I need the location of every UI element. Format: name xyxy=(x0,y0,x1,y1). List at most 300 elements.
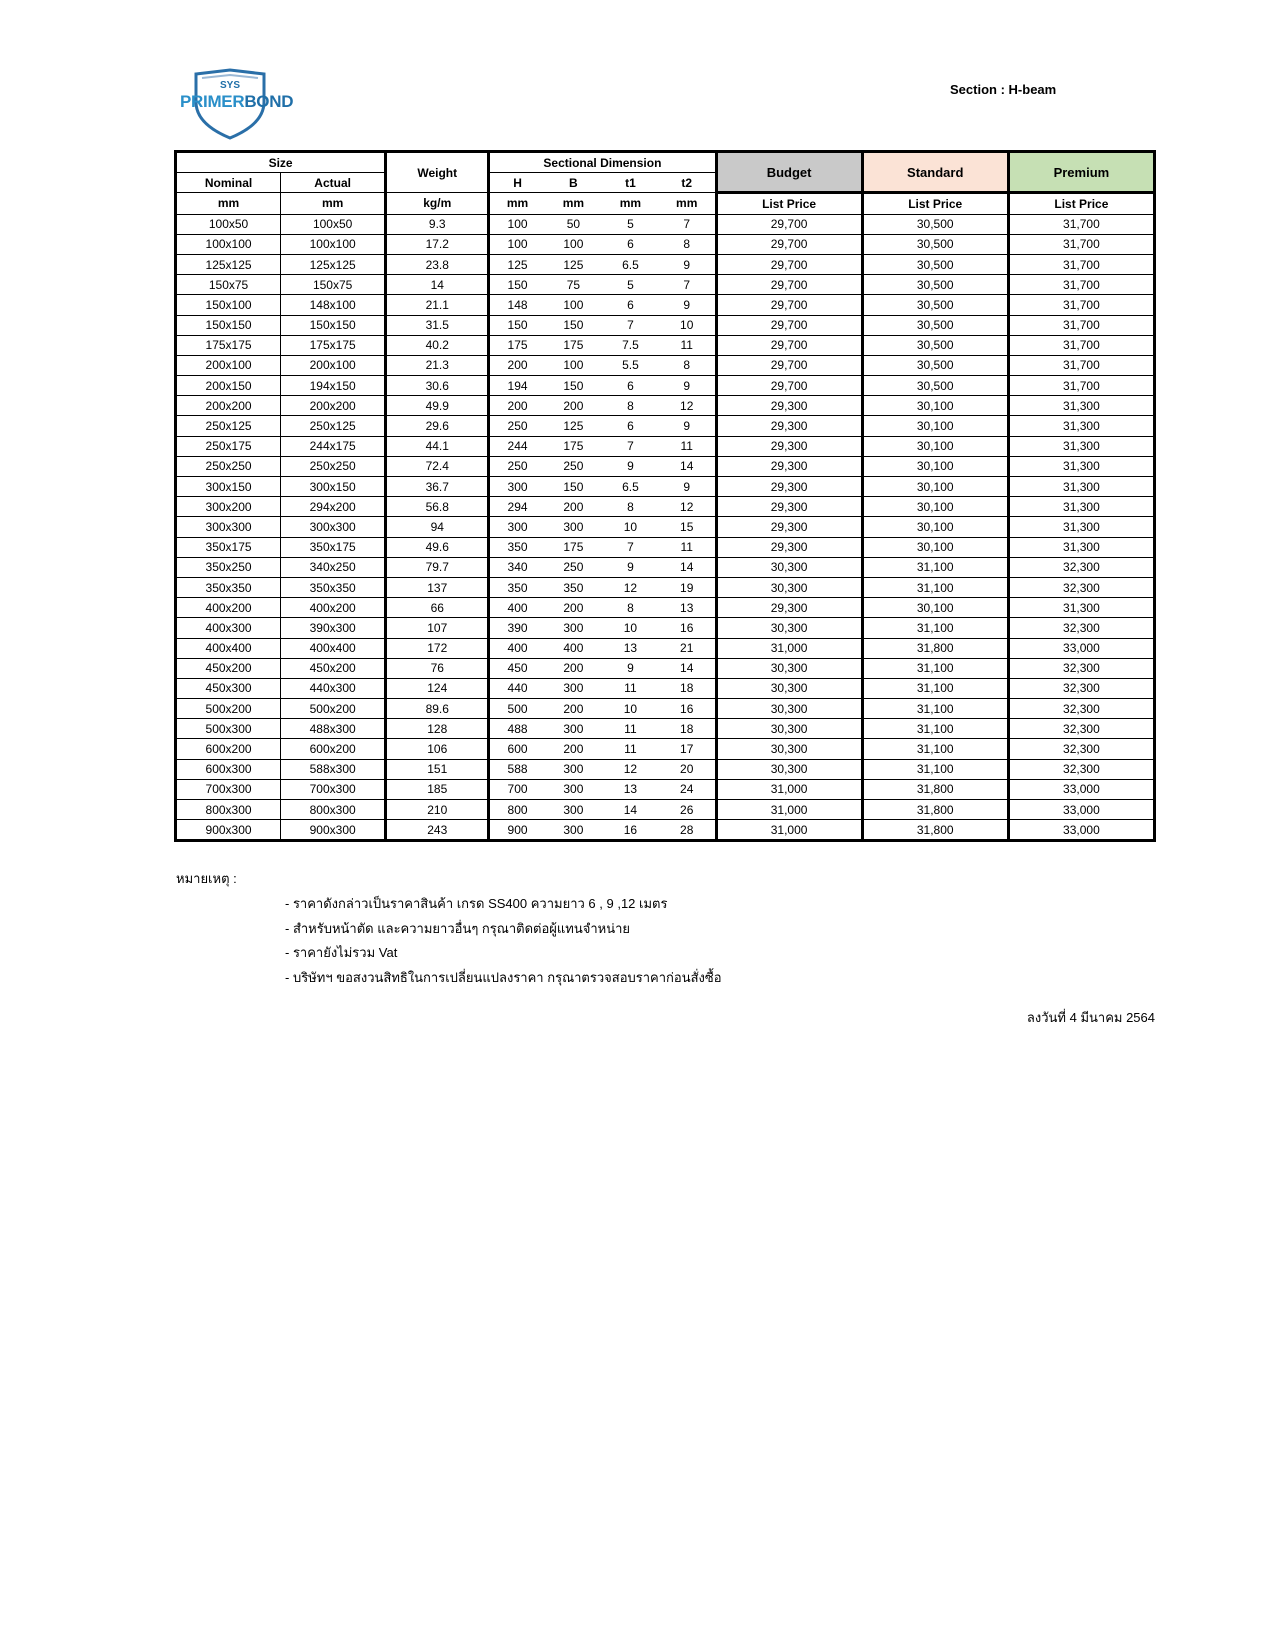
cell-t2: 28 xyxy=(659,820,716,841)
cell-h: 244 xyxy=(489,436,545,456)
cell-nominal: 100x100 xyxy=(176,234,281,254)
cell-weight: 17.2 xyxy=(386,234,489,254)
cell-actual: 800x300 xyxy=(281,800,386,820)
cell-weight: 23.8 xyxy=(386,254,489,274)
cell-standard-price: 30,100 xyxy=(862,396,1008,416)
cell-weight: 72.4 xyxy=(386,456,489,476)
cell-budget-price: 29,700 xyxy=(716,234,862,254)
cell-premium-price: 31,700 xyxy=(1008,355,1154,375)
cell-weight: 185 xyxy=(386,779,489,799)
cell-b: 300 xyxy=(545,678,602,698)
cell-budget-price: 30,300 xyxy=(716,699,862,719)
cell-nominal: 300x200 xyxy=(176,497,281,517)
notes-list xyxy=(285,892,722,990)
cell-weight: 107 xyxy=(386,618,489,638)
cell-t1: 7 xyxy=(602,537,659,557)
cell-h: 390 xyxy=(489,618,545,638)
cell-b: 200 xyxy=(545,658,602,678)
issue-date: ลงวันที่ 4 มีนาคม 2564 xyxy=(1026,1010,1155,1025)
cell-b: 250 xyxy=(545,456,602,476)
cell-weight: 137 xyxy=(386,577,489,597)
cell-b: 150 xyxy=(545,315,602,335)
cell-weight: 243 xyxy=(386,820,489,841)
table-row xyxy=(176,779,1155,799)
cell-t2: 14 xyxy=(659,557,716,577)
cell-t1: 6.5 xyxy=(602,254,659,274)
cell-budget-price: 29,700 xyxy=(716,254,862,274)
section-label-value: H-beam xyxy=(1008,82,1057,97)
cell-budget-price: 29,300 xyxy=(716,537,862,557)
note-item: - ราคายังไม่รวม Vat xyxy=(285,945,398,960)
cell-premium-price: 33,000 xyxy=(1008,820,1154,841)
cell-actual: 150x75 xyxy=(281,275,386,295)
cell-h: 488 xyxy=(489,719,545,739)
cell-b: 125 xyxy=(545,254,602,274)
cell-t1: 6 xyxy=(602,376,659,396)
logo-wordmark: PRIMERBOND xyxy=(180,92,294,111)
cell-nominal: 800x300 xyxy=(176,800,281,820)
header-nominal: Nominal xyxy=(176,173,281,193)
table-row xyxy=(176,396,1155,416)
svg-text:SYS: SYS xyxy=(219,80,241,91)
cell-weight: 21.1 xyxy=(386,295,489,315)
cell-premium-price: 31,700 xyxy=(1008,335,1154,355)
cell-b: 100 xyxy=(545,295,602,315)
cell-weight: 40.2 xyxy=(386,335,489,355)
notes-title: หมายเหตุ : xyxy=(176,871,237,886)
cell-b: 300 xyxy=(545,517,602,537)
cell-t1: 11 xyxy=(602,719,659,739)
cell-t2: 18 xyxy=(659,719,716,739)
cell-standard-price: 31,100 xyxy=(862,739,1008,759)
unit-weight: kg/m xyxy=(386,193,489,214)
cell-h: 800 xyxy=(489,800,545,820)
unit-t2: mm xyxy=(659,193,716,214)
cell-standard-price: 31,800 xyxy=(862,779,1008,799)
cell-premium-price: 31,700 xyxy=(1008,315,1154,335)
cell-b: 175 xyxy=(545,537,602,557)
unit-actual: mm xyxy=(281,193,386,214)
cell-weight: 21.3 xyxy=(386,355,489,375)
cell-t2: 26 xyxy=(659,800,716,820)
cell-t2: 8 xyxy=(659,234,716,254)
note-item: - สำหรับหน้าตัด และความยาวอื่นๆ กรุณาติดต่อผู้แทนจำหน่าย xyxy=(285,920,631,936)
cell-actual: 900x300 xyxy=(281,820,386,841)
cell-t1: 9 xyxy=(602,557,659,577)
cell-t2: 9 xyxy=(659,295,716,315)
cell-premium-price: 31,300 xyxy=(1008,436,1154,456)
table-row xyxy=(176,497,1155,517)
cell-t2: 12 xyxy=(659,396,716,416)
cell-premium-price: 31,300 xyxy=(1008,537,1154,557)
cell-premium-price: 31,300 xyxy=(1008,396,1154,416)
cell-t1: 6 xyxy=(602,234,659,254)
price-table xyxy=(174,150,1156,842)
cell-t2: 9 xyxy=(659,254,716,274)
cell-premium-price: 32,300 xyxy=(1008,759,1154,779)
header-budget: Budget xyxy=(716,152,862,193)
cell-h: 150 xyxy=(489,315,545,335)
cell-t1: 14 xyxy=(602,800,659,820)
cell-actual: 350x175 xyxy=(281,537,386,557)
cell-t1: 7 xyxy=(602,315,659,335)
cell-weight: 79.7 xyxy=(386,557,489,577)
cell-t2: 11 xyxy=(659,335,716,355)
cell-budget-price: 29,300 xyxy=(716,456,862,476)
cell-h: 125 xyxy=(489,254,545,274)
cell-t1: 10 xyxy=(602,618,659,638)
cell-premium-price: 33,000 xyxy=(1008,779,1154,799)
cell-budget-price: 29,700 xyxy=(716,315,862,335)
cell-t1: 10 xyxy=(602,517,659,537)
cell-t1: 5 xyxy=(602,214,659,234)
cell-t2: 19 xyxy=(659,577,716,597)
cell-b: 300 xyxy=(545,719,602,739)
cell-h: 450 xyxy=(489,658,545,678)
cell-h: 300 xyxy=(489,517,545,537)
cell-standard-price: 31,100 xyxy=(862,557,1008,577)
cell-standard-price: 30,500 xyxy=(862,335,1008,355)
cell-b: 200 xyxy=(545,396,602,416)
cell-budget-price: 30,300 xyxy=(716,678,862,698)
cell-actual: 200x100 xyxy=(281,355,386,375)
cell-nominal: 250x125 xyxy=(176,416,281,436)
cell-standard-price: 30,100 xyxy=(862,456,1008,476)
cell-t2: 9 xyxy=(659,477,716,497)
cell-t2: 20 xyxy=(659,759,716,779)
table-row xyxy=(176,577,1155,597)
table-row xyxy=(176,477,1155,497)
cell-h: 100 xyxy=(489,214,545,234)
cell-t1: 6.5 xyxy=(602,477,659,497)
cell-h: 150 xyxy=(489,275,545,295)
cell-h: 194 xyxy=(489,376,545,396)
cell-standard-price: 31,100 xyxy=(862,618,1008,638)
cell-premium-price: 31,700 xyxy=(1008,275,1154,295)
table-row xyxy=(176,800,1155,820)
table-row xyxy=(176,254,1155,274)
cell-standard-price: 31,800 xyxy=(862,820,1008,841)
table-row xyxy=(176,537,1155,557)
cell-nominal: 200x100 xyxy=(176,355,281,375)
cell-t1: 13 xyxy=(602,638,659,658)
cell-h: 250 xyxy=(489,416,545,436)
cell-t1: 9 xyxy=(602,456,659,476)
cell-t2: 9 xyxy=(659,416,716,436)
cell-budget-price: 29,700 xyxy=(716,214,862,234)
cell-budget-price: 30,300 xyxy=(716,739,862,759)
cell-b: 150 xyxy=(545,477,602,497)
cell-weight: 56.8 xyxy=(386,497,489,517)
table-row xyxy=(176,456,1155,476)
cell-standard-price: 30,500 xyxy=(862,376,1008,396)
cell-h: 340 xyxy=(489,557,545,577)
cell-actual: 588x300 xyxy=(281,759,386,779)
cell-nominal: 600x300 xyxy=(176,759,281,779)
cell-budget-price: 30,300 xyxy=(716,658,862,678)
note-item: - บริษัทฯ ขอสงวนสิทธิในการเปลี่ยนแปลงราคา กรุณาตรวจสอบราคาก่อนสั่งซื้อ xyxy=(285,969,722,985)
cell-t1: 7 xyxy=(602,436,659,456)
cell-b: 300 xyxy=(545,618,602,638)
cell-premium-price: 31,300 xyxy=(1008,456,1154,476)
unit-standard: List Price xyxy=(862,193,1008,214)
section-label xyxy=(950,82,1056,97)
cell-weight: 9.3 xyxy=(386,214,489,234)
cell-t2: 12 xyxy=(659,497,716,517)
cell-standard-price: 30,500 xyxy=(862,214,1008,234)
cell-t2: 17 xyxy=(659,739,716,759)
cell-premium-price: 32,300 xyxy=(1008,618,1154,638)
cell-actual: 400x400 xyxy=(281,638,386,658)
cell-nominal: 175x175 xyxy=(176,335,281,355)
cell-weight: 151 xyxy=(386,759,489,779)
cell-nominal: 250x250 xyxy=(176,456,281,476)
table-row xyxy=(176,719,1155,739)
cell-budget-price: 29,300 xyxy=(716,598,862,618)
cell-budget-price: 29,300 xyxy=(716,396,862,416)
table-row xyxy=(176,598,1155,618)
table-row xyxy=(176,214,1155,234)
cell-h: 300 xyxy=(489,477,545,497)
cell-actual: 150x150 xyxy=(281,315,386,335)
cell-t1: 5 xyxy=(602,275,659,295)
cell-weight: 210 xyxy=(386,800,489,820)
cell-standard-price: 30,500 xyxy=(862,355,1008,375)
cell-premium-price: 31,700 xyxy=(1008,254,1154,274)
cell-nominal: 700x300 xyxy=(176,779,281,799)
table-row xyxy=(176,416,1155,436)
cell-nominal: 350x175 xyxy=(176,537,281,557)
cell-budget-price: 30,300 xyxy=(716,557,862,577)
header-t1: t1 xyxy=(602,173,659,193)
cell-t1: 13 xyxy=(602,779,659,799)
cell-standard-price: 30,500 xyxy=(862,295,1008,315)
header-row-1 xyxy=(176,152,1155,173)
table-row xyxy=(176,234,1155,254)
cell-actual: 700x300 xyxy=(281,779,386,799)
cell-t1: 12 xyxy=(602,759,659,779)
cell-b: 250 xyxy=(545,557,602,577)
cell-budget-price: 29,300 xyxy=(716,497,862,517)
cell-actual: 600x200 xyxy=(281,739,386,759)
cell-t2: 18 xyxy=(659,678,716,698)
cell-premium-price: 32,300 xyxy=(1008,699,1154,719)
cell-premium-price: 32,300 xyxy=(1008,658,1154,678)
cell-budget-price: 29,700 xyxy=(716,355,862,375)
cell-actual: 340x250 xyxy=(281,557,386,577)
cell-weight: 30.6 xyxy=(386,376,489,396)
table-row xyxy=(176,355,1155,375)
header-sectional-dimension: Sectional Dimension xyxy=(489,152,716,173)
cell-premium-price: 31,300 xyxy=(1008,416,1154,436)
cell-weight: 106 xyxy=(386,739,489,759)
cell-t2: 7 xyxy=(659,214,716,234)
cell-budget-price: 31,000 xyxy=(716,779,862,799)
cell-nominal: 400x200 xyxy=(176,598,281,618)
cell-budget-price: 29,700 xyxy=(716,376,862,396)
cell-t2: 15 xyxy=(659,517,716,537)
cell-weight: 76 xyxy=(386,658,489,678)
cell-b: 175 xyxy=(545,335,602,355)
cell-t2: 16 xyxy=(659,699,716,719)
cell-nominal: 250x175 xyxy=(176,436,281,456)
cell-actual: 250x125 xyxy=(281,416,386,436)
cell-premium-price: 32,300 xyxy=(1008,557,1154,577)
cell-nominal: 300x150 xyxy=(176,477,281,497)
cell-standard-price: 30,100 xyxy=(862,537,1008,557)
table-row xyxy=(176,517,1155,537)
cell-standard-price: 30,500 xyxy=(862,315,1008,335)
header-standard: Standard xyxy=(862,152,1008,193)
cell-standard-price: 31,800 xyxy=(862,638,1008,658)
price-table-body xyxy=(176,214,1155,841)
cell-t2: 13 xyxy=(659,598,716,618)
cell-standard-price: 31,100 xyxy=(862,577,1008,597)
cell-standard-price: 30,500 xyxy=(862,234,1008,254)
cell-standard-price: 31,100 xyxy=(862,658,1008,678)
table-row xyxy=(176,618,1155,638)
cell-weight: 172 xyxy=(386,638,489,658)
unit-budget: List Price xyxy=(716,193,862,214)
cell-h: 400 xyxy=(489,598,545,618)
cell-b: 75 xyxy=(545,275,602,295)
cell-h: 350 xyxy=(489,577,545,597)
section-label-key: Section : xyxy=(950,82,1005,97)
cell-nominal: 500x200 xyxy=(176,699,281,719)
cell-t2: 16 xyxy=(659,618,716,638)
cell-weight: 89.6 xyxy=(386,699,489,719)
unit-b: mm xyxy=(545,193,602,214)
cell-standard-price: 30,100 xyxy=(862,497,1008,517)
cell-h: 100 xyxy=(489,234,545,254)
table-row xyxy=(176,658,1155,678)
cell-standard-price: 30,100 xyxy=(862,517,1008,537)
table-row xyxy=(176,436,1155,456)
table-row xyxy=(176,557,1155,577)
cell-t1: 7.5 xyxy=(602,335,659,355)
cell-premium-price: 31,700 xyxy=(1008,214,1154,234)
cell-weight: 36.7 xyxy=(386,477,489,497)
cell-budget-price: 31,000 xyxy=(716,820,862,841)
cell-premium-price: 31,300 xyxy=(1008,497,1154,517)
cell-actual: 194x150 xyxy=(281,376,386,396)
cell-h: 250 xyxy=(489,456,545,476)
cell-actual: 390x300 xyxy=(281,618,386,638)
cell-t1: 12 xyxy=(602,577,659,597)
cell-t1: 6 xyxy=(602,416,659,436)
cell-premium-price: 32,300 xyxy=(1008,577,1154,597)
cell-nominal: 450x300 xyxy=(176,678,281,698)
cell-actual: 300x300 xyxy=(281,517,386,537)
cell-t1: 8 xyxy=(602,598,659,618)
cell-premium-price: 31,300 xyxy=(1008,517,1154,537)
cell-t2: 10 xyxy=(659,315,716,335)
cell-nominal: 100x50 xyxy=(176,214,281,234)
cell-b: 125 xyxy=(545,416,602,436)
cell-nominal: 150x100 xyxy=(176,295,281,315)
cell-premium-price: 31,700 xyxy=(1008,234,1154,254)
header-h: H xyxy=(489,173,545,193)
cell-t1: 5.5 xyxy=(602,355,659,375)
cell-nominal: 200x150 xyxy=(176,376,281,396)
cell-budget-price: 29,300 xyxy=(716,477,862,497)
cell-budget-price: 30,300 xyxy=(716,719,862,739)
cell-b: 200 xyxy=(545,699,602,719)
cell-t2: 14 xyxy=(659,456,716,476)
cell-premium-price: 32,300 xyxy=(1008,719,1154,739)
cell-b: 150 xyxy=(545,376,602,396)
cell-h: 400 xyxy=(489,638,545,658)
cell-actual: 200x200 xyxy=(281,396,386,416)
cell-b: 100 xyxy=(545,355,602,375)
cell-weight: 94 xyxy=(386,517,489,537)
table-row xyxy=(176,275,1155,295)
header-actual: Actual xyxy=(281,173,386,193)
cell-b: 400 xyxy=(545,638,602,658)
table-row xyxy=(176,295,1155,315)
cell-actual: 440x300 xyxy=(281,678,386,698)
cell-budget-price: 29,300 xyxy=(716,416,862,436)
cell-b: 200 xyxy=(545,739,602,759)
table-row xyxy=(176,376,1155,396)
table-row xyxy=(176,315,1155,335)
cell-premium-price: 31,700 xyxy=(1008,376,1154,396)
cell-t1: 10 xyxy=(602,699,659,719)
cell-h: 440 xyxy=(489,678,545,698)
table-row xyxy=(176,335,1155,355)
cell-nominal: 900x300 xyxy=(176,820,281,841)
cell-actual: 244x175 xyxy=(281,436,386,456)
cell-standard-price: 31,100 xyxy=(862,759,1008,779)
cell-actual: 400x200 xyxy=(281,598,386,618)
cell-actual: 350x350 xyxy=(281,577,386,597)
cell-h: 294 xyxy=(489,497,545,517)
cell-premium-price: 32,300 xyxy=(1008,678,1154,698)
cell-b: 100 xyxy=(545,234,602,254)
cell-standard-price: 30,500 xyxy=(862,275,1008,295)
cell-t1: 8 xyxy=(602,396,659,416)
cell-weight: 44.1 xyxy=(386,436,489,456)
cell-premium-price: 31,700 xyxy=(1008,295,1154,315)
cell-nominal: 350x250 xyxy=(176,557,281,577)
cell-standard-price: 30,100 xyxy=(862,598,1008,618)
cell-actual: 488x300 xyxy=(281,719,386,739)
cell-standard-price: 31,100 xyxy=(862,719,1008,739)
cell-weight: 124 xyxy=(386,678,489,698)
cell-nominal: 300x300 xyxy=(176,517,281,537)
cell-budget-price: 31,000 xyxy=(716,800,862,820)
cell-b: 300 xyxy=(545,759,602,779)
cell-h: 200 xyxy=(489,396,545,416)
cell-h: 588 xyxy=(489,759,545,779)
cell-standard-price: 30,100 xyxy=(862,436,1008,456)
cell-premium-price: 33,000 xyxy=(1008,638,1154,658)
cell-t2: 11 xyxy=(659,537,716,557)
cell-nominal: 500x300 xyxy=(176,719,281,739)
cell-budget-price: 29,700 xyxy=(716,335,862,355)
cell-nominal: 125x125 xyxy=(176,254,281,274)
cell-h: 175 xyxy=(489,335,545,355)
cell-nominal: 200x200 xyxy=(176,396,281,416)
cell-t1: 6 xyxy=(602,295,659,315)
cell-b: 175 xyxy=(545,436,602,456)
cell-weight: 49.9 xyxy=(386,396,489,416)
cell-standard-price: 30,500 xyxy=(862,254,1008,274)
cell-standard-price: 31,800 xyxy=(862,800,1008,820)
cell-actual: 148x100 xyxy=(281,295,386,315)
table-row xyxy=(176,699,1155,719)
cell-t2: 11 xyxy=(659,436,716,456)
